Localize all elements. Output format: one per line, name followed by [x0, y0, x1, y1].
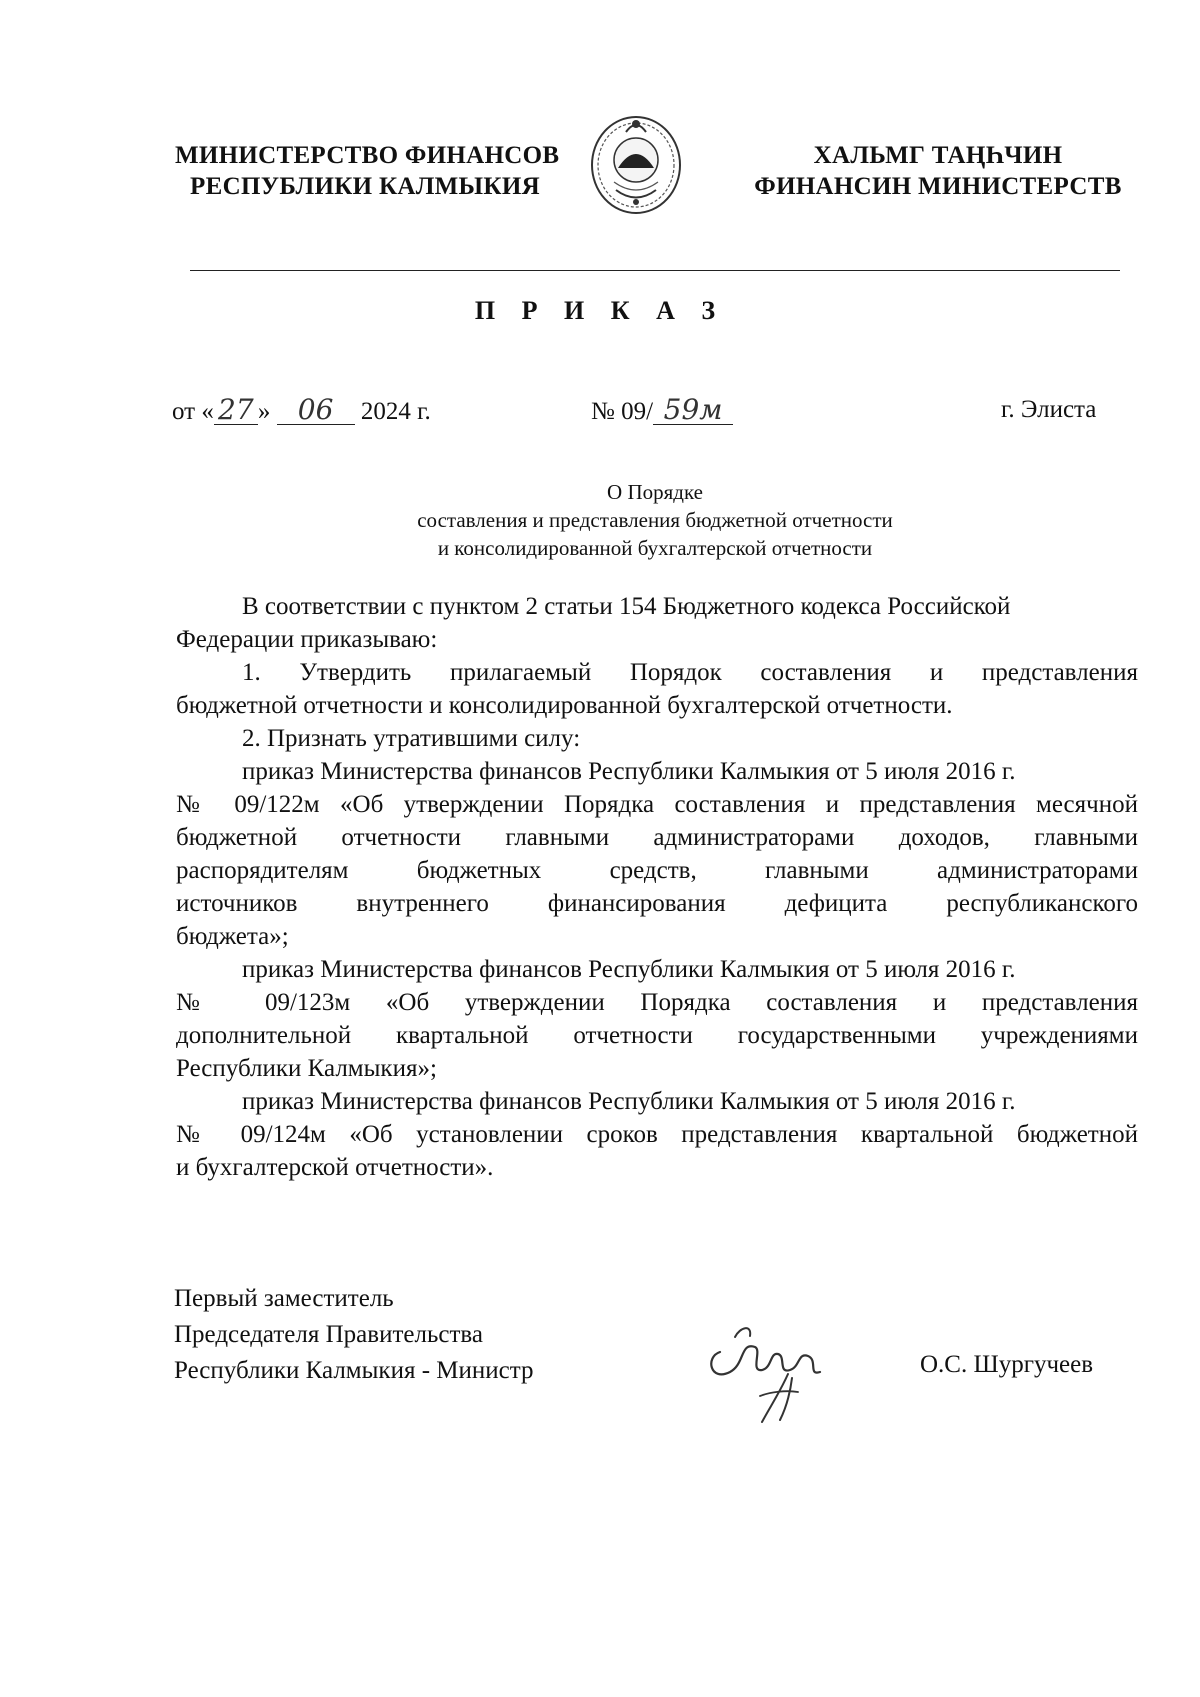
position-line3: Республики Калмыкия - Министр — [174, 1357, 534, 1384]
item2: 2. Признать утратившими силу: — [242, 725, 581, 752]
ministry-name-line2: РЕСПУБЛИКИ КАЛМЫКИЯ — [190, 173, 540, 200]
date-day-handwritten: 27 — [214, 396, 258, 425]
date-year: 2024 г. — [360, 398, 431, 425]
ref3-line1: приказ Министерства финансов Республики Калмыкия от 5 июля 2016 г. — [242, 1088, 1016, 1115]
ref1-line2: № 09/122м «Об утверждении Порядка составления и представления месячной — [176, 791, 1138, 818]
ref1-line5: источников внутреннего финансирования дефицита республиканского — [176, 890, 1138, 917]
ref1-line3: бюджетной отчетности главными администраторами доходов, главными — [176, 824, 1138, 851]
ministry-name-line1: МИНИСТЕРСТВО ФИНАНСОВ — [175, 142, 560, 169]
ref2-line4: Республики Калмыкия»; — [176, 1055, 437, 1082]
number-prefix: № 09/ — [591, 398, 654, 425]
preamble-line2: Федерации приказываю: — [176, 626, 438, 653]
subject-line2: составления и представления бюджетной отчетности — [417, 508, 893, 532]
ministry-name-russian — [175, 140, 560, 202]
ref3-line3: и бухгалтерской отчетности». — [176, 1154, 494, 1181]
position-line2: Председателя Правительства — [174, 1321, 483, 1348]
ref2-line3: дополнительной квартальной отчетности государственными учреждениями — [176, 1022, 1138, 1049]
ministry-name-kalmyk-line2: ФИНАНСИН МИНИСТЕРСТВ — [754, 173, 1122, 200]
header-divider — [190, 270, 1120, 271]
number-suffix-handwritten: 59м — [653, 396, 733, 425]
ref1-line1: приказ Министерства финансов Республики Калмыкия от 5 июля 2016 г. — [242, 758, 1016, 785]
date-month-handwritten: 06 — [277, 396, 355, 425]
ref1-line4: распорядителям бюджетных средств, главными администраторами — [176, 857, 1138, 884]
handwritten-signature-icon — [700, 1312, 860, 1432]
ref2-line1: приказ Министерства финансов Республики Калмыкия от 5 июля 2016 г. — [242, 956, 1016, 983]
kalmykia-coat-of-arms-icon — [586, 110, 686, 218]
item1-line2: бюджетной отчетности и консолидированной бухгалтерской отчетности. — [176, 692, 953, 719]
order-subject — [0, 478, 1200, 562]
subject-line1: О Порядке — [607, 480, 703, 504]
order-number — [591, 393, 733, 426]
preamble-line1: В соответствии с пунктом 2 статьи 154 Бюджетного кодекса Российской — [242, 593, 1011, 620]
signatory-name: О.С. Шургучеев — [920, 1351, 1094, 1378]
ref3-line2: № 09/124м «Об установлении сроков представления квартальной бюджетной — [176, 1121, 1138, 1148]
item1-line1: 1. Утвердить прилагаемый Порядок составления и представления — [242, 659, 1138, 686]
subject-line3: и консолидированной бухгалтерской отчетности — [437, 536, 873, 560]
date-prefix: от « — [172, 398, 214, 425]
order-city: г. Элиста — [1001, 396, 1097, 423]
signatory-position — [174, 1281, 533, 1389]
ministry-name-kalmyk-line1: ХАЛЬМГ ТАҢҺЧИН — [813, 142, 1063, 169]
ref2-line2: № 09/123м «Об утверждении Порядка составления и представления — [176, 989, 1138, 1016]
ministry-name-kalmyk — [738, 140, 1138, 202]
ref1-line6: бюджета»; — [176, 923, 289, 950]
document-title: П Р И К А З — [474, 296, 726, 325]
order-date — [172, 393, 431, 426]
date-quote-close: » — [257, 398, 271, 425]
order-body — [176, 590, 1138, 1184]
position-line1: Первый заместитель — [174, 1285, 394, 1312]
